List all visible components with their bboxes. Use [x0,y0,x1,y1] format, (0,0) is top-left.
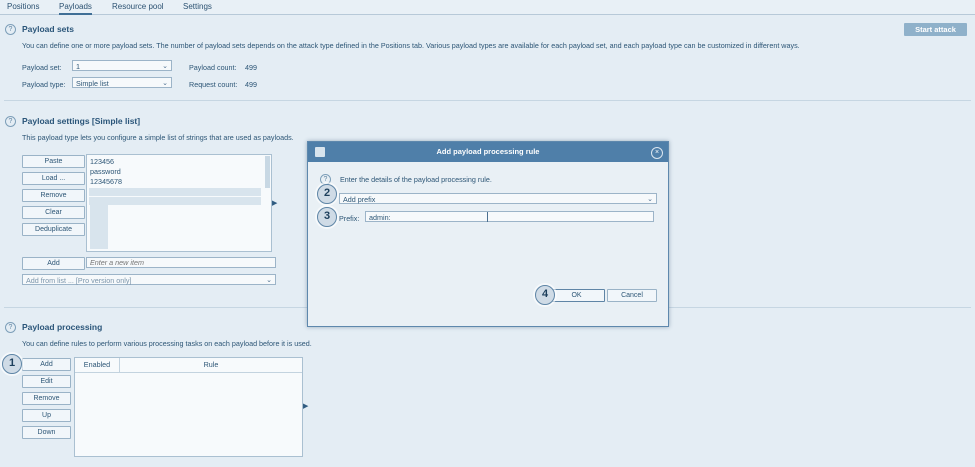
chevron-down-icon: ⌄ [266,277,272,284]
payload-type-label: Payload type: [22,80,66,89]
tab-resource-pool[interactable]: Resource pool [112,2,164,11]
list-item[interactable]: 123456 [90,157,114,166]
app-icon [315,147,325,157]
edit-rule-button[interactable]: Edit [22,375,71,388]
payload-count-label: Payload count: [189,63,237,72]
start-attack-button[interactable]: Start attack [904,23,967,36]
expand-arrow-icon[interactable]: ▶ [272,200,278,207]
step-callout: 3 [317,207,337,227]
help-icon[interactable]: ? [320,174,331,185]
add-processing-rule-dialog [307,141,669,327]
rules-table[interactable] [74,357,303,457]
step-callout: 1 [2,354,22,374]
clear-button[interactable]: Clear [22,206,85,219]
dialog-title: Add payload processing rule [308,142,668,162]
blurred-item [89,197,261,205]
blurred-item [89,188,261,196]
remove-rule-button[interactable]: Remove [22,392,71,405]
dialog-prompt: Enter the details of the payload processing rule. [340,175,492,184]
column-enabled[interactable]: Enabled [75,358,120,373]
payload-set-label: Payload set: [22,63,62,72]
list-item[interactable]: 12345678 [90,177,122,186]
help-icon[interactable]: ? [5,322,16,333]
prefix-label: Prefix: [339,214,360,223]
close-icon[interactable]: × [651,147,663,159]
add-rule-button[interactable]: Add [22,358,71,371]
request-count-value: 499 [245,80,257,89]
payload-count-value: 499 [245,63,257,72]
text-cursor-icon [487,212,488,222]
help-icon[interactable]: ? [5,116,16,127]
up-rule-button[interactable]: Up [22,409,71,422]
add-from-list-select[interactable]: Add from list ... [Pro version only] ⌄ [22,274,276,285]
payload-type-select[interactable]: Simple list ⌄ [72,77,172,88]
tab-settings[interactable]: Settings [183,2,212,11]
chevron-down-icon: ⌄ [162,63,168,70]
payload-list[interactable] [86,154,272,252]
cancel-button[interactable]: Cancel [607,289,657,302]
column-rule[interactable]: Rule [120,358,302,373]
paste-button[interactable]: Paste [22,155,85,168]
tab-positions[interactable]: Positions [7,2,40,11]
payload-set-select[interactable]: 1 ⌄ [72,60,172,71]
load-button[interactable]: Load ... [22,172,85,185]
divider [4,100,971,101]
help-icon[interactable]: ? [5,24,16,35]
add-item-button[interactable]: Add [22,257,85,270]
new-item-input[interactable] [86,257,276,268]
down-rule-button[interactable]: Down [22,426,71,439]
payload-sets-description: You can define one or more payload sets. The number of payload sets depends on the attack type defined in the Positions tab. Various payload types are available for each payload set, and each payload type can be customized in different ways. [22,41,800,50]
payload-processing-title: Payload processing [22,322,103,332]
tab-payloads[interactable]: Payloads [59,2,92,15]
chevron-down-icon: ⌄ [162,80,168,87]
ok-button[interactable]: OK [548,289,605,302]
rule-type-select[interactable]: Add prefix ⌄ [339,193,657,204]
blurred-item [90,205,108,249]
request-count-label: Request count: [189,80,238,89]
list-item[interactable]: password [90,167,121,176]
step-callout: 4 [535,285,555,305]
payload-settings-description: This payload type lets you configure a simple list of strings that are used as payloads. [22,133,294,142]
payload-sets-title: Payload sets [22,24,74,34]
prefix-input[interactable]: admin: [365,211,654,222]
step-callout: 2 [317,184,337,204]
scrollbar[interactable] [265,156,270,188]
tab-bar [0,0,975,15]
chevron-down-icon: ⌄ [647,196,653,203]
payload-settings-title: Payload settings [Simple list] [22,116,141,126]
payload-processing-description: You can define rules to perform various processing tasks on each payload before it is used. [22,339,312,348]
deduplicate-button[interactable]: Deduplicate [22,223,85,236]
remove-button[interactable]: Remove [22,189,85,202]
expand-arrow-icon[interactable]: ▶ [303,403,309,410]
